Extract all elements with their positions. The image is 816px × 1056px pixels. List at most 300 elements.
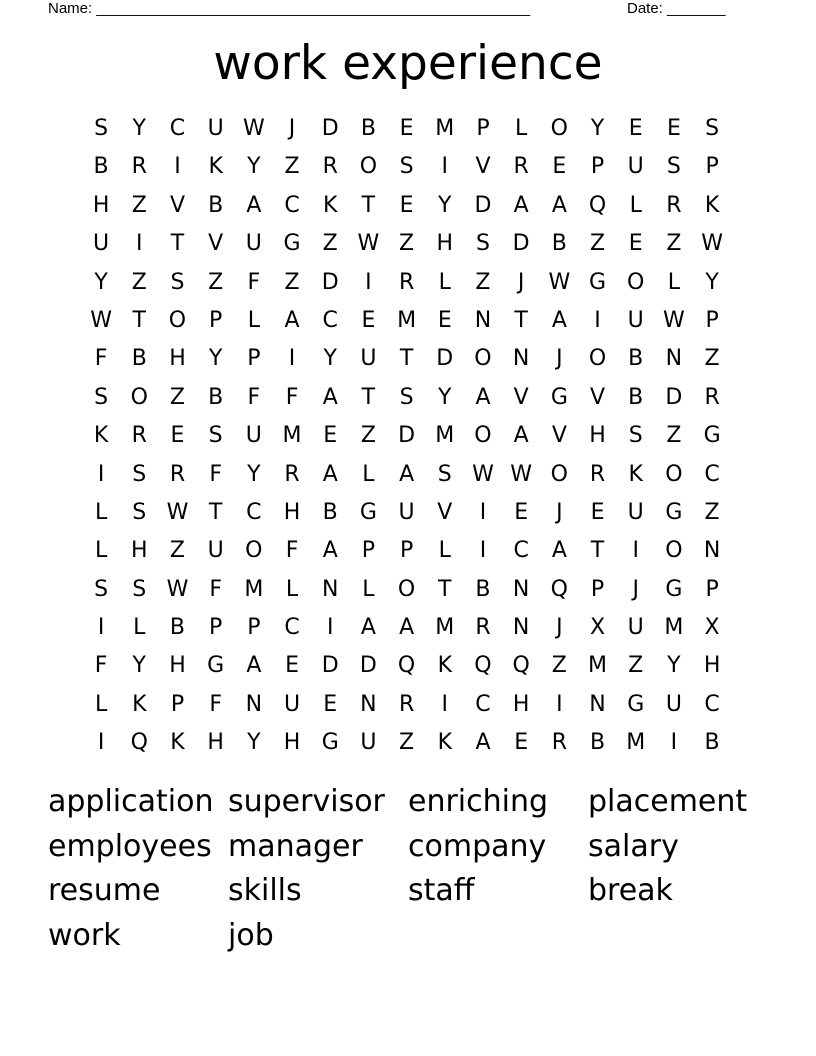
grid-letter: K: [437, 653, 452, 679]
grid-letter: Y: [667, 653, 681, 679]
grid-letter: P: [590, 154, 605, 180]
grid-letter: I: [136, 231, 143, 257]
word-list-item: salary: [588, 828, 679, 864]
grid-letter: V: [475, 154, 491, 180]
grid-letter: Z: [666, 423, 682, 449]
grid-letter: C: [284, 615, 300, 641]
grid-letter: W: [701, 231, 723, 257]
grid-letter: Y: [438, 384, 452, 410]
grid-letter: R: [551, 730, 567, 756]
word-list-item: staff: [408, 873, 475, 908]
grid-letter: C: [284, 192, 300, 218]
grid-letter: Y: [247, 154, 261, 180]
grid-letter: S: [170, 269, 185, 295]
grid-letter: Z: [399, 231, 415, 257]
grid-letter: Y: [705, 269, 719, 295]
puzzle-title: work experience: [213, 36, 603, 91]
grid-letter: Z: [322, 231, 338, 257]
grid-letter: S: [132, 576, 147, 602]
grid-letter: R: [284, 461, 300, 487]
grid-letter: V: [208, 231, 224, 257]
grid-letter: W: [90, 307, 112, 333]
grid-letter: R: [475, 615, 491, 641]
grid-letter: B: [322, 499, 338, 525]
grid-letter: F: [209, 576, 222, 602]
grid-letter: S: [399, 384, 414, 410]
grid-letter: R: [666, 192, 682, 218]
grid-letter: Z: [628, 653, 644, 679]
grid-letter: E: [628, 231, 643, 257]
grid-letter: N: [321, 576, 339, 602]
grid-letter: T: [361, 192, 376, 218]
grid-letter: A: [322, 538, 338, 564]
grid-letter: Z: [169, 538, 185, 564]
grid-letter: E: [323, 691, 338, 717]
grid-letter: O: [130, 384, 148, 410]
grid-letter: I: [288, 346, 296, 372]
grid-letter: N: [665, 346, 683, 372]
grid-letter: P: [705, 307, 719, 333]
grid-letter: Y: [438, 192, 452, 218]
grid-letter: Y: [208, 346, 223, 372]
grid-letter: B: [208, 192, 224, 218]
grid-letter: H: [207, 730, 224, 756]
word-list-item: application: [48, 784, 214, 819]
grid-letter: G: [703, 423, 721, 449]
grid-letter: D: [436, 346, 454, 372]
grid-letter: E: [514, 730, 529, 756]
grid-letter: P: [247, 346, 261, 372]
grid-letter: C: [704, 461, 720, 487]
grid-letter: R: [131, 423, 147, 449]
grid-letter: E: [361, 307, 376, 333]
grid-letter: W: [510, 461, 533, 487]
grid-letter: A: [551, 538, 567, 564]
grid-letter: Q: [474, 653, 492, 679]
grid-letter: A: [475, 730, 491, 756]
grid-letter: B: [208, 384, 224, 410]
grid-letter: M: [435, 423, 455, 449]
grid-letter: H: [283, 499, 301, 525]
grid-letter: F: [209, 691, 222, 717]
grid-letter: A: [246, 653, 262, 679]
date-field[interactable]: Date: _______: [627, 0, 726, 17]
grid-letter: U: [207, 538, 224, 564]
grid-letter: O: [245, 538, 263, 564]
grid-letter: M: [282, 423, 302, 449]
grid-letter: Z: [208, 269, 224, 295]
grid-letter: W: [663, 307, 685, 333]
grid-letter: A: [322, 384, 338, 410]
grid-letter: L: [515, 116, 528, 141]
grid-letter: O: [665, 538, 683, 564]
grid-letter: Z: [284, 154, 300, 180]
grid-letter: K: [704, 192, 720, 218]
grid-letter: F: [247, 384, 261, 410]
grid-letter: K: [323, 192, 338, 218]
letter-grid: [82, 110, 731, 763]
grid-letter: M: [435, 116, 455, 141]
grid-letter: F: [209, 461, 222, 487]
grid-letter: J: [556, 615, 563, 641]
grid-letter: U: [627, 154, 644, 180]
grid-letter: D: [398, 423, 416, 449]
grid-letter: Z: [704, 499, 720, 525]
grid-letter: I: [441, 691, 449, 717]
grid-letter: L: [438, 269, 451, 295]
word-list-item: job: [228, 917, 274, 953]
grid-letter: I: [441, 154, 449, 180]
grid-letter: X: [589, 615, 606, 641]
grid-letter: B: [360, 116, 376, 141]
grid-letter: B: [589, 730, 606, 756]
grid-letter: L: [438, 538, 451, 564]
grid-letter: C: [704, 691, 720, 717]
grid-letter: R: [704, 384, 720, 410]
grid-letter: S: [132, 461, 147, 487]
grid-letter: O: [397, 576, 416, 602]
grid-letter: J: [517, 269, 525, 295]
grid-letter: J: [288, 116, 296, 141]
grid-letter: W: [357, 231, 380, 257]
grid-letter: H: [131, 538, 148, 564]
grid-letter: H: [436, 231, 454, 257]
grid-letter: O: [168, 307, 187, 333]
grid-letter: I: [670, 730, 678, 756]
grid-letter: G: [627, 691, 645, 717]
grid-letter: P: [209, 307, 223, 333]
grid-letter: M: [397, 307, 417, 333]
grid-letter: U: [245, 231, 262, 257]
grid-letter: E: [628, 116, 643, 141]
grid-letter: J: [632, 576, 639, 602]
grid-letter: N: [703, 538, 721, 564]
grid-letter: A: [399, 615, 415, 641]
grid-letter: O: [550, 461, 568, 487]
grid-letter: E: [323, 423, 338, 449]
grid-letter: Y: [132, 653, 146, 679]
word-list-item: supervisor: [228, 784, 385, 819]
grid-letter: Z: [284, 269, 300, 295]
grid-letter: R: [589, 461, 606, 487]
grid-letter: R: [131, 154, 147, 180]
grid-letter: C: [246, 499, 262, 525]
grid-letter: U: [627, 615, 644, 641]
grid-letter: O: [474, 346, 492, 372]
grid-letter: H: [92, 192, 110, 218]
grid-letter: L: [362, 576, 375, 602]
grid-letter: W: [472, 461, 494, 487]
grid-letter: L: [285, 576, 299, 602]
grid-letter: I: [97, 730, 105, 756]
grid-letter: T: [170, 231, 185, 257]
grid-letter: O: [627, 269, 645, 295]
grid-letter: H: [703, 653, 721, 679]
grid-letter: A: [513, 423, 529, 449]
grid-letter: B: [704, 730, 720, 756]
grid-letter: C: [475, 691, 491, 717]
grid-letter: B: [93, 154, 109, 180]
grid-letter: N: [474, 307, 492, 333]
grid-letter: P: [399, 538, 414, 564]
grid-letter: V: [590, 384, 606, 410]
grid-letter: S: [666, 154, 681, 180]
word-list-item: enriching: [408, 784, 549, 819]
grid-letter: G: [589, 269, 607, 295]
name-field[interactable]: Name: ____________________________________________________: [48, 0, 531, 17]
word-list-item: skills: [228, 873, 302, 908]
grid-letter: U: [627, 307, 644, 333]
grid-letter: P: [705, 154, 719, 180]
grid-letter: I: [326, 615, 334, 641]
grid-letter: P: [590, 576, 605, 602]
word-list-item: break: [588, 873, 673, 908]
grid-letter: S: [628, 423, 643, 449]
grid-letter: P: [705, 576, 719, 602]
grid-letter: E: [285, 653, 299, 679]
grid-letter: E: [170, 423, 185, 449]
grid-letter: O: [474, 423, 492, 449]
grid-letter: Q: [588, 192, 607, 218]
grid-letter: Z: [131, 269, 147, 295]
grid-letter: Z: [169, 384, 185, 410]
grid-letter: V: [437, 499, 453, 525]
grid-letter: M: [664, 615, 684, 641]
grid-letter: V: [513, 384, 529, 410]
grid-letter: L: [629, 192, 642, 218]
grid-letter: O: [550, 116, 568, 141]
grid-letter: N: [512, 615, 530, 641]
grid-letter: B: [131, 346, 147, 372]
grid-letter: R: [513, 154, 529, 180]
grid-letter: F: [285, 538, 299, 564]
grid-letter: T: [361, 384, 376, 410]
grid-letter: A: [360, 615, 376, 641]
grid-letter: W: [166, 576, 189, 602]
grid-letter: A: [246, 192, 262, 218]
grid-letter: I: [556, 691, 563, 717]
grid-letter: K: [170, 730, 185, 756]
grid-letter: N: [245, 691, 263, 717]
word-list-item: employees: [48, 828, 212, 864]
grid-letter: U: [207, 116, 224, 141]
grid-letter: Q: [550, 576, 568, 602]
grid-letter: U: [283, 691, 301, 717]
grid-letter: A: [399, 461, 415, 487]
grid-letter: J: [556, 499, 563, 525]
grid-letter: C: [513, 538, 529, 564]
grid-letter: G: [283, 231, 301, 257]
grid-letter: Y: [247, 730, 261, 756]
grid-letter: J: [556, 346, 563, 372]
grid-letter: U: [627, 499, 644, 525]
grid-letter: G: [550, 384, 568, 410]
grid-letter: I: [174, 154, 181, 180]
grid-letter: N: [360, 691, 377, 717]
grid-letter: A: [284, 307, 300, 333]
grid-letter: O: [588, 346, 607, 372]
grid-letter: Y: [590, 116, 605, 141]
grid-letter: E: [552, 154, 567, 180]
grid-letter: D: [321, 269, 339, 295]
grid-letter: D: [665, 384, 683, 410]
grid-letter: Z: [666, 231, 682, 257]
grid-letter: S: [705, 116, 720, 141]
grid-letter: I: [365, 269, 372, 295]
grid-letter: T: [514, 307, 528, 333]
grid-letter: Q: [397, 653, 416, 679]
grid-letter: B: [475, 576, 491, 602]
grid-letter: N: [512, 346, 530, 372]
grid-letter: B: [169, 615, 186, 641]
grid-letter: Z: [399, 730, 415, 756]
grid-letter: L: [247, 307, 260, 333]
word-list-item: company: [408, 828, 547, 864]
grid-letter: B: [628, 384, 644, 410]
grid-letter: G: [321, 730, 339, 756]
grid-letter: U: [360, 346, 377, 372]
grid-letter: S: [399, 154, 414, 180]
grid-letter: B: [628, 346, 644, 372]
grid-letter: R: [322, 154, 338, 180]
grid-letter: P: [209, 615, 223, 641]
grid-letter: A: [513, 192, 529, 218]
grid-letter: P: [247, 615, 261, 641]
grid-letter: U: [245, 423, 262, 449]
grid-letter: S: [208, 423, 223, 449]
grid-letter: S: [132, 499, 147, 525]
grid-letter: K: [628, 461, 643, 487]
grid-letter: Q: [512, 653, 530, 679]
grid-letter: S: [437, 461, 452, 487]
grid-letter: G: [665, 499, 683, 525]
grid-letter: P: [170, 691, 185, 717]
grid-letter: B: [551, 231, 567, 257]
grid-letter: Z: [551, 653, 567, 679]
grid-letter: T: [132, 307, 146, 333]
grid-letter: I: [479, 499, 487, 525]
grid-letter: Z: [131, 192, 147, 218]
grid-letter: L: [133, 615, 146, 641]
grid-letter: A: [551, 307, 567, 333]
grid-letter: G: [207, 653, 225, 679]
grid-letter: Y: [323, 346, 337, 372]
grid-letter: I: [632, 538, 639, 564]
grid-letter: T: [399, 346, 414, 372]
grid-letter: N: [589, 691, 606, 717]
grid-letter: D: [512, 231, 530, 257]
grid-letter: L: [362, 461, 375, 487]
grid-letter: D: [359, 653, 377, 679]
grid-letter: M: [626, 730, 646, 756]
grid-letter: E: [666, 116, 681, 141]
grid-letter: G: [359, 499, 377, 525]
grid-letter: H: [283, 730, 301, 756]
grid-letter: A: [475, 384, 491, 410]
grid-letter: R: [169, 461, 186, 487]
grid-letter: E: [437, 307, 452, 333]
grid-letter: L: [94, 691, 108, 717]
grid-letter: F: [94, 653, 108, 679]
grid-letter: R: [398, 269, 415, 295]
header: [48, 0, 748, 18]
grid-letter: P: [361, 538, 376, 564]
grid-letter: Q: [130, 730, 148, 756]
grid-letter: Y: [94, 269, 108, 295]
grid-letter: K: [437, 730, 452, 756]
grid-letter: P: [476, 116, 490, 141]
grid-letter: R: [398, 691, 415, 717]
grid-letter: Z: [360, 423, 376, 449]
grid-letter: U: [93, 231, 110, 257]
grid-letter: K: [208, 154, 223, 180]
grid-letter: F: [285, 384, 299, 410]
grid-letter: I: [479, 538, 487, 564]
grid-letter: C: [322, 307, 338, 333]
grid-letter: E: [514, 499, 529, 525]
grid-letter: W: [166, 499, 189, 525]
grid-letter: M: [588, 653, 608, 679]
word-list-item: manager: [228, 828, 363, 864]
grid-letter: D: [321, 116, 339, 141]
grid-letter: V: [551, 423, 567, 449]
word-list: [48, 780, 768, 958]
grid-letter: Z: [475, 269, 491, 295]
grid-letter: O: [359, 154, 378, 180]
grid-letter: I: [97, 615, 105, 641]
grid-letter: U: [665, 691, 682, 717]
grid-letter: S: [94, 384, 109, 410]
grid-letter: K: [93, 423, 109, 449]
grid-letter: Z: [589, 231, 606, 257]
word-list-item: placement: [588, 784, 748, 819]
grid-letter: I: [97, 461, 105, 487]
grid-letter: T: [438, 576, 452, 602]
grid-letter: F: [94, 346, 108, 372]
grid-letter: H: [512, 691, 530, 717]
grid-letter: S: [94, 116, 109, 141]
grid-letter: A: [322, 461, 338, 487]
word-list-item: resume: [48, 873, 161, 908]
grid-letter: X: [704, 615, 720, 641]
grid-letter: L: [94, 499, 108, 525]
grid-letter: K: [132, 691, 147, 717]
grid-letter: D: [474, 192, 492, 218]
grid-letter: W: [242, 116, 265, 141]
grid-letter: T: [208, 499, 223, 525]
grid-letter: S: [94, 576, 109, 602]
grid-letter: Y: [247, 461, 261, 487]
grid-letter: W: [548, 269, 571, 295]
grid-letter: M: [244, 576, 264, 602]
grid-letter: H: [169, 653, 186, 679]
grid-letter: V: [169, 192, 185, 218]
grid-letter: E: [399, 192, 414, 218]
grid-letter: F: [247, 269, 261, 295]
word-list-item: work: [48, 917, 121, 953]
grid-letter: Z: [704, 346, 720, 372]
grid-letter: H: [589, 423, 606, 449]
grid-letter: Y: [132, 116, 146, 141]
grid-letter: L: [667, 269, 681, 295]
grid-letter: E: [399, 116, 414, 141]
grid-letter: L: [94, 538, 108, 564]
grid-letter: S: [475, 231, 490, 257]
grid-letter: M: [435, 615, 455, 641]
grid-letter: U: [398, 499, 415, 525]
grid-letter: T: [590, 538, 605, 564]
grid-letter: N: [512, 576, 530, 602]
